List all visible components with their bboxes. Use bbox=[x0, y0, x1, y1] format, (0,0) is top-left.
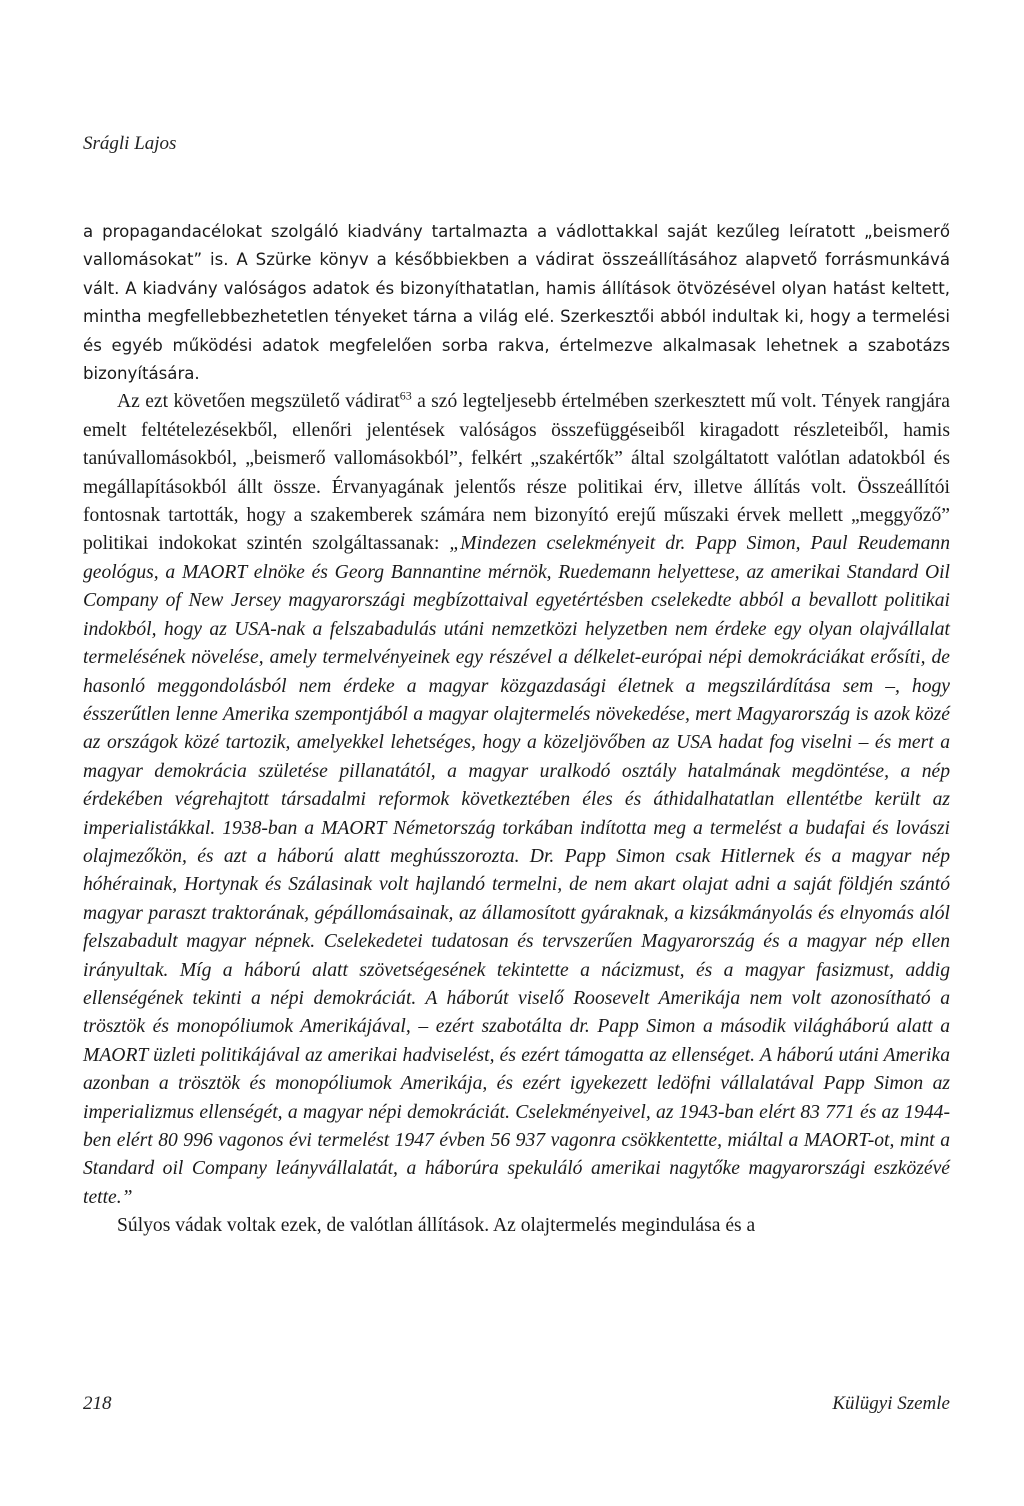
paragraph-2-main: a szó legteljesebb értelmében szerkesztett mű volt. Tények rangjára emelt feltételezésekből, ellenőri jelentések valóságos összefüggéseiből kiragadott részleteiből, hamis tanúvallomásokból, „beismerő vallomásokból”, felkért „szakértők” által szolgáltatott valótlan adatokból és megállapításokból állt össze. Érvanyagának jelentős része politikai érv, illetve állítás volt. Összeállítói fontosnak tartották, hogy a szakemberek számára nem bizonyító erejű műszaki érvek mellett „meggyőző” politikai indokokat szintén szolgáltassanak: bbox=[83, 391, 950, 555]
footnote-ref-63[interactable]: 63 bbox=[399, 388, 412, 403]
journal-title: Külügyi Szemle bbox=[832, 1393, 950, 1414]
indictment-quote: „Mindezen cselekményeit dr. Papp Simon, Paul Reudemann geológus, a MAORT elnöke és Georg Bannantine mérnök, Ruedemann helyettese, az amerikai Standard Oil Company of New Jersey magyarországi megbízottaival egyetértésben cselekedte abból a bevallott politikai indokból, hogy az USA-nak a felszabadulás utáni nemzetközi helyzetben nem érdeke egy olyan olajvállalat termelésének növelése, amely termelvényeinek egy részével a délkelet-európai népi demokráciákat erősíti, de hasonló meggondolásból nem érdeke a magyar közgazdasági életnek a megszilárdítása sem –, hogy ésszerűtlen lenne Amerika szempontjából a magyar olajtermelés növekedése, mert Magyarország is azok közé az országok közé tartozik, amelyekkel lehetséges, hogy a közeljövőben az USA hadat fog viselni – és mert a magyar demokrácia születése pillanatától, a magyar uralkodó osztály hatalmának megdöntése, a nép érdekében végrehajtott társadalmi reformok következtében éles és áthidalhatatlan ellentétbe került az imperialistákkal. 1938-ban a MAORT Németország torkában indította meg a termelést a budafai és lovászi olajmezőkön, és azt a háború alatt meghússzorozta. Dr. Papp Simon csak Hitlernek és a magyar nép hóhérainak, Hortynak és Szálasinak volt hajlandó termelni, de nem akart olajat adni a saját földjén szántó magyar paraszt traktorának, gépállomásainak, az államosított gyáraknak, a kizsákmányolás és elnyomás alól felszabadult magyar népnek. Cselekedetei tudatosan és tervszerűen Magyarország és a magyar nép ellen irányultak. Míg a háború alatt szövetségesének tekintette a nácizmust, és a magyar fasizmust, addig ellenségének tekinti a népi demokráciát. A háborút viselő Roosevelt Amerikája nem volt azonosítható a trösztök és monopóliumok Amerikájával, – ezért szabotálta dr. Papp Simon a második világháború alatt a MAORT üzleti politikájával az amerikai hadviselést, és ezért támogatta az ellenséget. A háború utáni Amerika azonban a trösztök és monopóliumok Amerikája, és ezért igyekezett ledöfni vállalatával Papp Simon az imperializmus ellenségét, a magyar népi demokráciát. Cselekményeivel, az 1943-ban elért 83 771 és az 1944-ben elért 80 996 vagonos évi termelést 1947 évben 56 937 vagonra csökkentette, miáltal a MAORT-ot, mint a Standard oil Company leányvállalatát, a háborúra spekuláló amerikai nagytőke magyarországi eszközévé tette.” bbox=[83, 533, 951, 1208]
paragraph-2 bbox=[83, 388, 950, 1212]
page-number: 218 bbox=[83, 1393, 112, 1414]
running-head: Srágli Lajos bbox=[83, 133, 177, 154]
body-text bbox=[83, 218, 950, 1241]
paragraph-2-start: Az ezt követően megszülető vádirat bbox=[117, 391, 400, 413]
paragraph-3: Súlyos vádak voltak ezek, de valótlan állítások. Az olajtermelés megindulása és a bbox=[117, 1215, 756, 1237]
paragraph-1: a propagandacélokat szolgáló kiadvány tartalmazta a vádlottakkal saját kezűleg leíratott „beismerő vallomásokat” is. A Szürke könyv a későbbiekben a vádirat összeállításához alapvető forrásmunkává vált. A kiadvány valóságos adatok és bizonyíthatatlan, hamis állítások ötvözésével olyan hatást keltett, mintha megfellebbezhetetlen tényeket tárna a világ elé. Szerkesztői abból indultak ki, hogy a termelési és egyéb működési adatok megfelelően sorba rakva, értelmezve alkalmasak lehetnek a szabotázs bizonyítására. bbox=[83, 222, 950, 384]
